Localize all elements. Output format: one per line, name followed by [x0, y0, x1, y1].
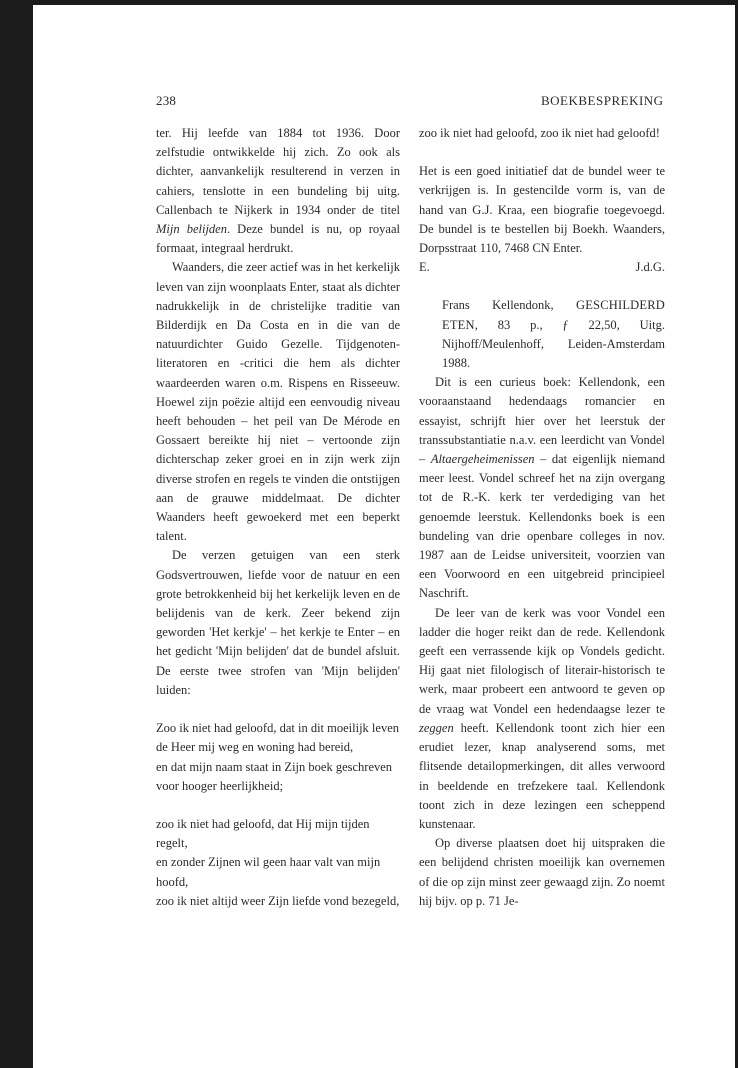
paragraph: Op diverse plaatsen doet hij uitspraken die een belijdend christen moeilijk kan overnemen of die op zijn minst zeer gewaagd zijn. Zo noemt hij bijv. op p. 71 Je- [419, 836, 665, 908]
paragraph: Dit is een curieus boek: Kellendonk, een vooraanstaand hedendaags romancier en essayist, schrijft hier over het leerstuk der transsubstantiatie n.a.v. een leerdicht van Vondel – Altaergeheimenissen – dat eigenlijk niemand meer leest. Vondel schreef het na zijn overgang tot de R.-K. kerk ter verdediging van het genoemde leerstuk. Kellendonks boek is een bundeling van drie openbare colleges in nov. 1987 aan de Leidse universiteit, voorzien van een Voorwoord en een uitgebreid principieel Naschrift. [419, 375, 666, 601]
poem-quote [156, 719, 400, 911]
poem-line: en zonder Zijnen wil geen haar valt van mijn hoofd, [156, 855, 381, 889]
scan-edge-top [0, 0, 738, 5]
poem-line: de Heer mij weg en woning had bereid, [156, 740, 354, 755]
poem-stanza [156, 719, 400, 796]
right-column [419, 124, 665, 911]
signoff-location: E. [419, 260, 430, 275]
paragraph: De leer van de kerk was voor Vondel een ladder die hoger reikt dan de rede. Kellendonk geeft een verrassende kijk op Vondels gedicht. Hij gaat niet filologisch of literair-historisch te werk, maar probeert een antwoord te geven op de vraag wat Vondel een hedendaagse lezer te zeggen heeft. Kellendonk toont zich hier een erudiet lezer, knap analyserend soms, met flitsende detailopmerkingen, dit alles verwoord in beeldende en trefzekere taal. Kellendonk toont zich in deze lezingen een scheppend kunstenaar. [419, 605, 665, 831]
poem-line: zoo ik niet had geloofd, dat Hij mijn tijden regelt, [156, 816, 370, 851]
poem-line: en dat mijn naam staat in Zijn boek geschreven [156, 759, 393, 774]
left-column [156, 124, 400, 930]
scan-edge-left [0, 0, 33, 1068]
poem-line-end: zoo ik niet had geloofd, zoo ik niet had geloofd! [419, 126, 660, 140]
paragraph: Het is een goed initiatief dat de bundel weer te verkrijgen is. In gestencilde vorm is, van de hand van G.J. Kraa, een biografie toegevoegd. De bundel is te bestellen bij Boekh. Waanders, Dorpsstraat 110, 7468 CN Enter. [419, 164, 665, 256]
review-details: , 83 p., ƒ 22,50, Uitg. Nijhoff/Meulenhoff, Leiden-Amsterdam 1988. [442, 317, 665, 371]
running-title: BOEKBESPREKING [541, 93, 664, 108]
paragraph: ter. Hij leefde van 1884 tot 1936. Door zelfstudie ontwikkelde hij zich. Zo ook als dichter, aanvankelijk resulterend in verzen in cahiers, tenslotte in een bundeling bij uitg. Callenbach te Nijkerk in 1934 onder de titel Mijn belijden. Deze bundel is nu, op royaal formaat, integraal herdrukt. [156, 126, 401, 256]
poem-stanza [156, 815, 400, 911]
review-title: GESCHILDERD ETEN [442, 298, 665, 332]
poem-line: voor hooger heerlijkheid; [156, 778, 284, 793]
paragraph: De verzen getuigen van een sterk Godsvertrouwen, liefde voor de natuur en een grote betrokkenheid bij het kerkelijk leven en de belijdenis van de kerk. Zeer bekend zijn geworden 'Het kerkje' – het kerkje te Enter – en het gedicht 'Mijn belijden' dat de bundel afsluit. De eerste twee strofen van 'Mijn belijden' luiden: [156, 548, 400, 697]
poem-line: Zoo ik niet had geloofd, dat in dit moeilijk leven [156, 721, 400, 736]
review-author: Frans Kellendonk, [442, 298, 576, 313]
signoff [419, 258, 665, 277]
signoff-initials: J.d.G. [635, 260, 665, 275]
review-book-header [442, 296, 665, 373]
page-number: 238 [156, 93, 177, 108]
paragraph: Waanders, die zeer actief was in het kerkelijk leven van zijn woonplaats Enter, staat als dichter nadrukkelijk in de christelijke traditie van Bilderdijk en Da Costa en in die van de natuurdichter Guido Gezelle. Tijdgenoten-literatoren en -critici die hem als dichter waardeerden waren o.m. Rispens en Risseeuw. Hoewel zijn poëzie altijd een eenvoudig niveau heeft behouden – het peil van De Mérode en Gossaert bereikte hij niet – vertoonde zijn dichterschap zeker groei en in zijn werk zijn diverse strofen en regels te vinden die ontstijgen aan de grauwe middelmaat. De dichter Waanders heeft gewoekerd met een beperkt talent. [156, 260, 400, 544]
poem-line: zoo ik niet altijd weer Zijn liefde vond bezegeld, [156, 893, 400, 908]
